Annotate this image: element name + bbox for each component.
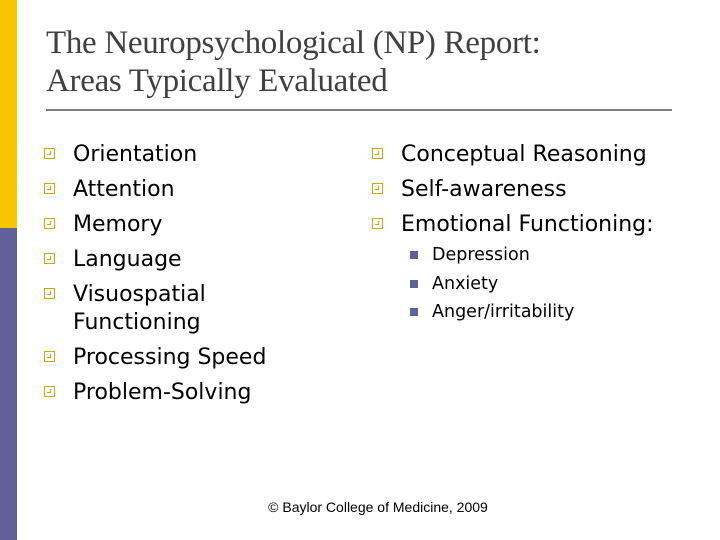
slide-title-line-2: Areas Typically Evaluated: [46, 63, 388, 99]
hollow-square-bullet-icon: [44, 288, 55, 299]
list-item: [44, 281, 273, 336]
list-item: [44, 141, 344, 169]
accent-bar-yellow: [0, 0, 17, 228]
copyright-footer: © Baylor College of Medicine, 2009: [268, 499, 488, 515]
sub-list-item-label: Anxiety: [432, 273, 499, 294]
list-item-label: Visuospatial Functioning: [73, 282, 206, 335]
filled-square-bullet-icon: [410, 251, 418, 259]
sub-list-item: [408, 244, 698, 266]
list-item-label: Self-awareness: [401, 177, 567, 202]
hollow-square-bullet-icon: [44, 183, 55, 194]
right-bullet-list: [372, 141, 702, 246]
list-item: [372, 176, 702, 204]
list-item: [372, 141, 702, 169]
filled-square-bullet-icon: [410, 308, 418, 316]
accent-bar-purple: [0, 228, 17, 540]
emotional-functioning-sublist: [408, 244, 698, 330]
hollow-square-bullet-icon: [44, 218, 55, 229]
list-item: [44, 176, 344, 204]
hollow-square-bullet-icon: [44, 351, 55, 362]
sub-list-item-label: Anger/irritability: [432, 302, 575, 322]
filled-square-bullet-icon: [410, 280, 418, 288]
list-item: [372, 211, 702, 239]
title-divider: [46, 109, 672, 111]
list-item: [44, 379, 344, 407]
list-item-label: Memory: [73, 212, 163, 237]
list-item: [44, 211, 344, 239]
hollow-square-bullet-icon: [372, 183, 383, 194]
sub-list-item: [408, 301, 698, 323]
list-item-label: Processing Speed: [73, 345, 267, 370]
list-item-label: Conceptual Reasoning: [401, 142, 647, 167]
list-item: [44, 344, 344, 372]
list-item: [44, 246, 344, 274]
list-item-label: Emotional Functioning:: [401, 212, 654, 237]
slide-title-line-1: The Neuropsychological (NP) Report:: [46, 25, 541, 61]
list-item-label: Language: [73, 247, 182, 272]
list-item-label: Problem-Solving: [73, 380, 252, 405]
hollow-square-bullet-icon: [44, 148, 55, 159]
sub-list-item: [408, 273, 698, 295]
list-item-label: Orientation: [73, 142, 198, 167]
hollow-square-bullet-icon: [44, 253, 55, 264]
hollow-square-bullet-icon: [372, 148, 383, 159]
list-item-label: Attention: [73, 177, 175, 202]
hollow-square-bullet-icon: [44, 386, 55, 397]
slide-title: [46, 24, 686, 100]
left-bullet-list: [44, 141, 344, 414]
hollow-square-bullet-icon: [372, 218, 383, 229]
sub-list-item-label: Depression: [432, 245, 530, 265]
